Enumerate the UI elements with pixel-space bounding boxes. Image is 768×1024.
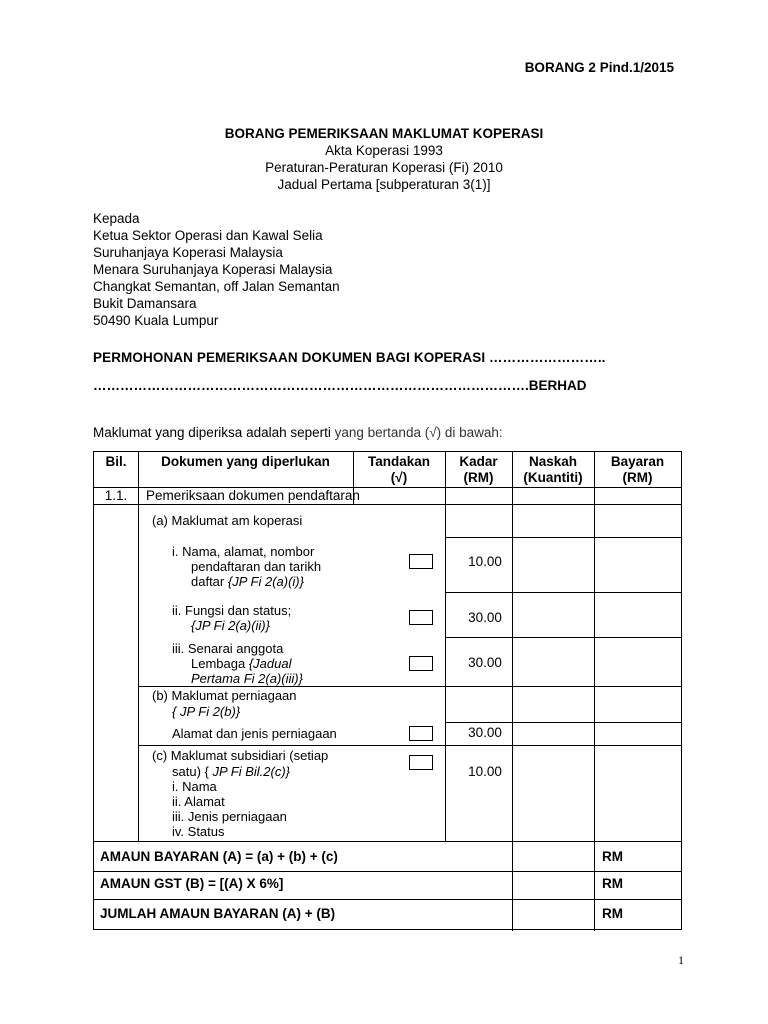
item-c-sub: i. Nama — [172, 779, 217, 794]
form-title-block — [0, 125, 768, 193]
total-amount-label: AMAUN BAYARAN (A) = (a) + (b) + (c) — [100, 849, 338, 864]
col-divider — [594, 452, 595, 931]
header-naskah — [512, 454, 594, 486]
item-c-sub: iii. Jenis perniagaan — [172, 809, 287, 824]
form-title: BORANG PEMERIKSAAN MAKLUMAT KOPERASI — [224, 126, 544, 141]
rate-c: 10.00 — [468, 764, 502, 779]
address-line: Menara Suruhanjaya Koperasi Malaysia — [93, 262, 333, 277]
item-a-i-line2: pendaftaran dan tarikh — [191, 559, 322, 574]
address-line: Changkat Semantan, off Jalan Semantan — [93, 279, 340, 294]
address-line: Bukit Damansara — [93, 296, 197, 311]
item-a-label: (a) Maklumat am koperasi — [152, 513, 303, 528]
rate-a-iii: 30.00 — [468, 655, 502, 670]
rate-a-i: 10.00 — [468, 554, 502, 569]
address-line: Ketua Sektor Operasi dan Kawal Selia — [93, 228, 323, 243]
rate-a-ii: 30.00 — [468, 610, 502, 625]
item-a-iii-line3 — [191, 671, 303, 686]
row-divider — [94, 871, 681, 872]
item-a-ii-line1: ii. Fungsi dan status; — [172, 603, 292, 618]
row-divider — [94, 504, 681, 505]
header-bil: Bil. — [105, 454, 127, 469]
header-tandakan-mark: (√) — [390, 470, 408, 485]
item-b-label: (b) Maklumat perniagaan — [152, 688, 297, 703]
row-divider — [138, 745, 681, 746]
grand-total-label: JUMLAH AMAUN BAYARAN (A) + (B) — [100, 906, 336, 921]
header-dokumen: Dokumen yang diperlukan — [161, 454, 330, 469]
row-divider — [94, 841, 681, 842]
item-c-label: (c) Maklumat subsidiari (setiap — [152, 748, 329, 763]
intro-part-1: Maklumat yang diperiksa adalah seperti — [93, 425, 335, 440]
row-divider — [445, 637, 681, 638]
item-b-ref-text: { JP Fi 2(b)} — [172, 704, 241, 719]
fee-table — [93, 451, 682, 930]
section-title: Pemeriksaan dokumen pendaftaran — [146, 488, 360, 503]
application-line-2[interactable]: …………………………………………………………………………………….BERHAD — [93, 378, 587, 393]
address-line: Kepada — [93, 211, 140, 226]
gst-amount-unit: RM — [602, 876, 623, 891]
page-number: 1 — [678, 953, 684, 967]
application-line-1[interactable]: PERMOHONAN PEMERIKSAAN DOKUMEN BAGI KOPERASI …………………….. — [93, 350, 606, 365]
item-a-ii-ref: {JP Fi 2(a)(ii)} — [191, 618, 270, 633]
item-a-ii-line2 — [191, 618, 270, 633]
checkbox-b[interactable] — [409, 726, 433, 741]
schedule-ref: Jadual Pertama [subperaturan 3(1)] — [277, 177, 491, 192]
row-divider — [138, 686, 681, 687]
checkbox-c[interactable] — [409, 755, 433, 770]
item-b-ref — [172, 704, 240, 719]
header-kadar-label: Kadar — [459, 454, 498, 469]
item-a-iii-line2 — [191, 656, 292, 671]
row-divider — [94, 899, 681, 900]
col-divider — [512, 452, 513, 931]
checkbox-a-ii[interactable] — [409, 610, 433, 625]
header-kadar-unit: (RM) — [463, 470, 494, 485]
checkbox-a-iii[interactable] — [409, 656, 433, 671]
header-naskah-label: Naskah — [528, 454, 578, 469]
item-a-i-text: daftar — [191, 574, 225, 589]
grand-total-unit: RM — [602, 906, 623, 921]
address-line: 50490 Kuala Lumpur — [93, 313, 219, 328]
item-c-line2 — [172, 764, 290, 779]
section-number: 1.1. — [104, 488, 128, 503]
header-naskah-unit: (Kuantiti) — [523, 470, 583, 485]
item-a-i-line1: i. Nama, alamat, nombor — [172, 544, 315, 559]
recipient-address — [93, 210, 340, 329]
form-reference: BORANG 2 Pind.1/2015 — [524, 60, 674, 75]
row-divider — [445, 722, 681, 723]
col-divider — [138, 452, 139, 841]
header-tandakan-label: Tandakan — [367, 454, 430, 469]
checkbox-a-i[interactable] — [409, 554, 433, 569]
col-divider — [445, 452, 446, 841]
item-a-iii-ref2: Pertama Fi 2(a)(iii)} — [191, 671, 303, 686]
gst-amount-label: AMAUN GST (B) = [(A) X 6%] — [100, 876, 284, 891]
item-a-i-line3 — [191, 574, 304, 589]
header-kadar — [445, 454, 512, 486]
item-a-i-ref: {JP Fi 2(a)(i)} — [227, 574, 304, 589]
total-amount-unit: RM — [602, 849, 623, 864]
intro-text — [93, 425, 503, 440]
act-name: Akta Koperasi 1993 — [325, 143, 443, 158]
item-c-sub: iv. Status — [172, 824, 225, 839]
item-c-line2-text: satu) { — [172, 764, 209, 779]
row-divider — [445, 537, 681, 538]
address-line: Suruhanjaya Koperasi Malaysia — [93, 245, 283, 260]
item-c-ref: JP Fi Bil.2(c)} — [208, 764, 291, 779]
item-a-iii-text: Lembaga — [191, 656, 246, 671]
rate-b: 30.00 — [468, 725, 502, 740]
item-c-sub: ii. Alamat — [172, 794, 225, 809]
row-divider — [445, 592, 681, 593]
intro-part-2: yang bertanda (√) di bawah: — [334, 425, 503, 440]
item-a-iii-line1: iii. Senarai anggota — [172, 641, 284, 656]
item-b-item: Alamat dan jenis perniagaan — [172, 726, 337, 741]
header-bayaran-unit: (RM) — [622, 470, 653, 485]
header-bayaran-label: Bayaran — [610, 454, 665, 469]
item-a-iii-ref1: {Jadual — [248, 656, 292, 671]
regulation-name: Peraturan-Peraturan Koperasi (Fi) 2010 — [265, 160, 503, 175]
header-tandakan — [353, 454, 445, 486]
header-bayaran — [594, 454, 681, 486]
